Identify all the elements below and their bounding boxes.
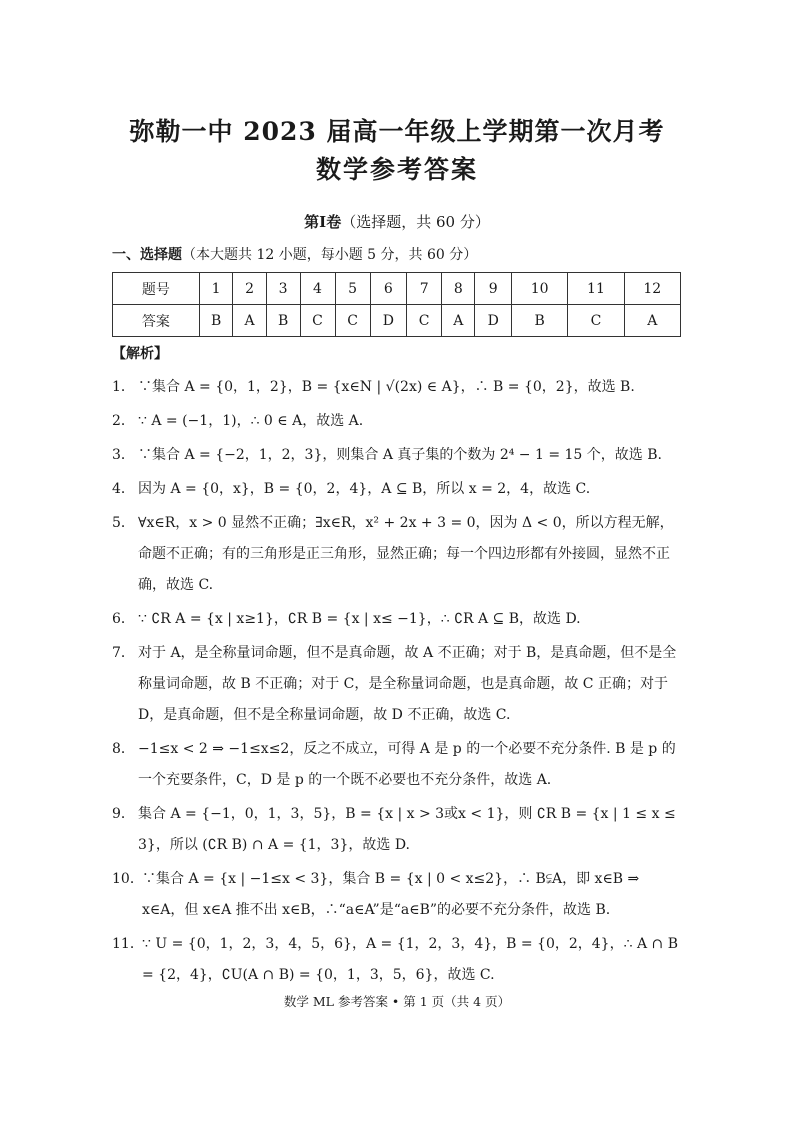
question-number-cell: 6 [370,273,407,305]
solution-number: 4． [112,481,135,497]
section-desc: （本大题共 12 小题，每小题 5 分，共 60 分） [182,247,478,263]
solution-text: ∵ U = {0，1，2，3，4，5，6}，A = {1，2，3，4}，B = {0，2，4}，∴ A ∩ B = {2，4}，∁U(A ∩ B) = {0，1，3，5，6}，故选 C. [142,936,678,983]
solution-text: ∀x∈R，x > 0 显然不正确；∃x∈R，x² + 2x + 3 = 0，因为 Δ < 0，所以方程无解，命题不正确；有的三角形是正三角形，显然正确；每一个四边形都有外接圆，显然不正确，故选 C. [138,515,674,593]
answer-cell: C [568,305,624,337]
question-number-cell: 5 [335,273,370,305]
solution-number: 10． [112,871,144,887]
solution-item [112,474,684,505]
solution-text: ∵集合 A = {0，1，2}，B = {x∈N | √(2x) ∈ A}，∴ B = {0，2}，故选 B. [138,379,635,395]
solution-number: 3． [112,447,135,463]
answer-cell: A [442,305,475,337]
answer-cell: B [512,305,568,337]
solution-text: 因为 A = {0，x}，B = {0，2，4}，A ⊆ B，所以 x = 2，4，故选 C. [138,481,591,497]
solution-number: 11． [112,936,144,952]
section-label: 一、选择题 [112,247,182,263]
question-number-cell: 10 [512,273,568,305]
solution-number: 7． [112,645,135,661]
volume-heading [0,211,794,232]
solution-item [112,864,684,926]
solution-text: ∵集合 A = {−2，1，2，3}，则集合 A 真子集的个数为 2⁴ − 1 = 15 个，故选 B. [138,447,662,463]
solution-number: 6． [112,611,135,627]
solution-item [112,372,684,403]
question-number-cell: 3 [266,273,300,305]
answer-table [112,272,681,337]
solution-text: −1≤x < 2 ⇒ −1≤x≤2，反之不成立，可得 A 是 p 的一个必要不充分条件. B 是 p 的一个充要条件，C，D 是 p 的一个既不必要也不充分条件，故选 A. [138,741,676,788]
answer-table-number-row [113,273,681,305]
answer-cell: C [335,305,370,337]
answer-cell: C [300,305,335,337]
page-title: 弥勒一中 2023 届高一年级上学期第一次月考 [129,117,665,146]
question-number-cell: 7 [407,273,442,305]
answer-cell: A [233,305,266,337]
solution-text: 集合 A = {−1，0，1，3，5}，B = {x | x > 3或x < 1}，则 ∁R B = {x | 1 ≤ x ≤ 3}，所以 (∁R B) ∩ A = {1，3}，故选 D. [138,806,676,853]
solution-item [112,929,684,991]
answer-table-answer-row [113,305,681,337]
analysis-heading: 【解析】 [112,346,168,362]
solution-number: 8． [112,741,135,757]
solution-number: 1． [112,379,135,395]
solution-item [112,508,684,601]
question-number-cell: 8 [442,273,475,305]
answer-cell: D [475,305,512,337]
page-subtitle: 数学参考答案 [315,155,478,184]
solution-number: 9． [112,806,135,822]
solution-number: 2． [112,413,135,429]
question-number-cell: 2 [233,273,266,305]
solution-item [112,734,684,796]
solution-item [112,799,684,861]
solution-item [112,604,684,635]
page-footer: 数学 ML 参考答案 • 第 1 页（共 4 页） [283,994,511,1009]
solution-text: ∵ ∁R A = {x | x≥1}，∁R B = {x | x≤ −1}，∴ ∁R A ⊆ B，故选 D. [138,611,581,627]
answer-cell: C [407,305,442,337]
answer-cell: D [370,305,407,337]
question-number-cell: 4 [300,273,335,305]
solution-text: ∵ A = (−1，1)，∴ 0 ∈ A，故选 A. [138,413,364,429]
solution-list [112,372,684,994]
question-number-cell: 9 [475,273,512,305]
answer-cell: A [624,305,680,337]
volume-label: 第Ⅰ卷 [304,213,342,231]
section-heading [112,244,477,264]
question-number-cell: 11 [568,273,624,305]
solution-item [112,440,684,471]
table-header-cell: 答案 [113,305,200,337]
solution-number: 5． [112,515,135,531]
question-number-cell: 1 [199,273,233,305]
solution-item [112,638,684,731]
solution-text: 对于 A，是全称量词命题，但不是真命题，故 A 不正确；对于 B，是真命题，但不是全称量词命题，故 B 不正确；对于 C，是全称量词命题，也是真命题，故 C 正确；对于 D，是真命题，但不是全称量词命题，故 D 不正确，故选 C. [138,645,677,723]
solution-text: ∵集合 A = {x | −1≤x < 3}，集合 B = {x | 0 < x≤2}，∴ B⫋A，即 x∈B ⇒ x∈A，但 x∈A 推不出 x∈B，∴“a∈A”是“a∈B”的必要不充分条件，故选 B. [142,871,640,918]
solution-item [112,406,684,437]
question-number-cell: 12 [624,273,680,305]
volume-desc: （选择题，共 60 分） [341,213,490,231]
table-header-cell: 题号 [113,273,200,305]
answer-cell: B [266,305,300,337]
answer-cell: B [199,305,233,337]
